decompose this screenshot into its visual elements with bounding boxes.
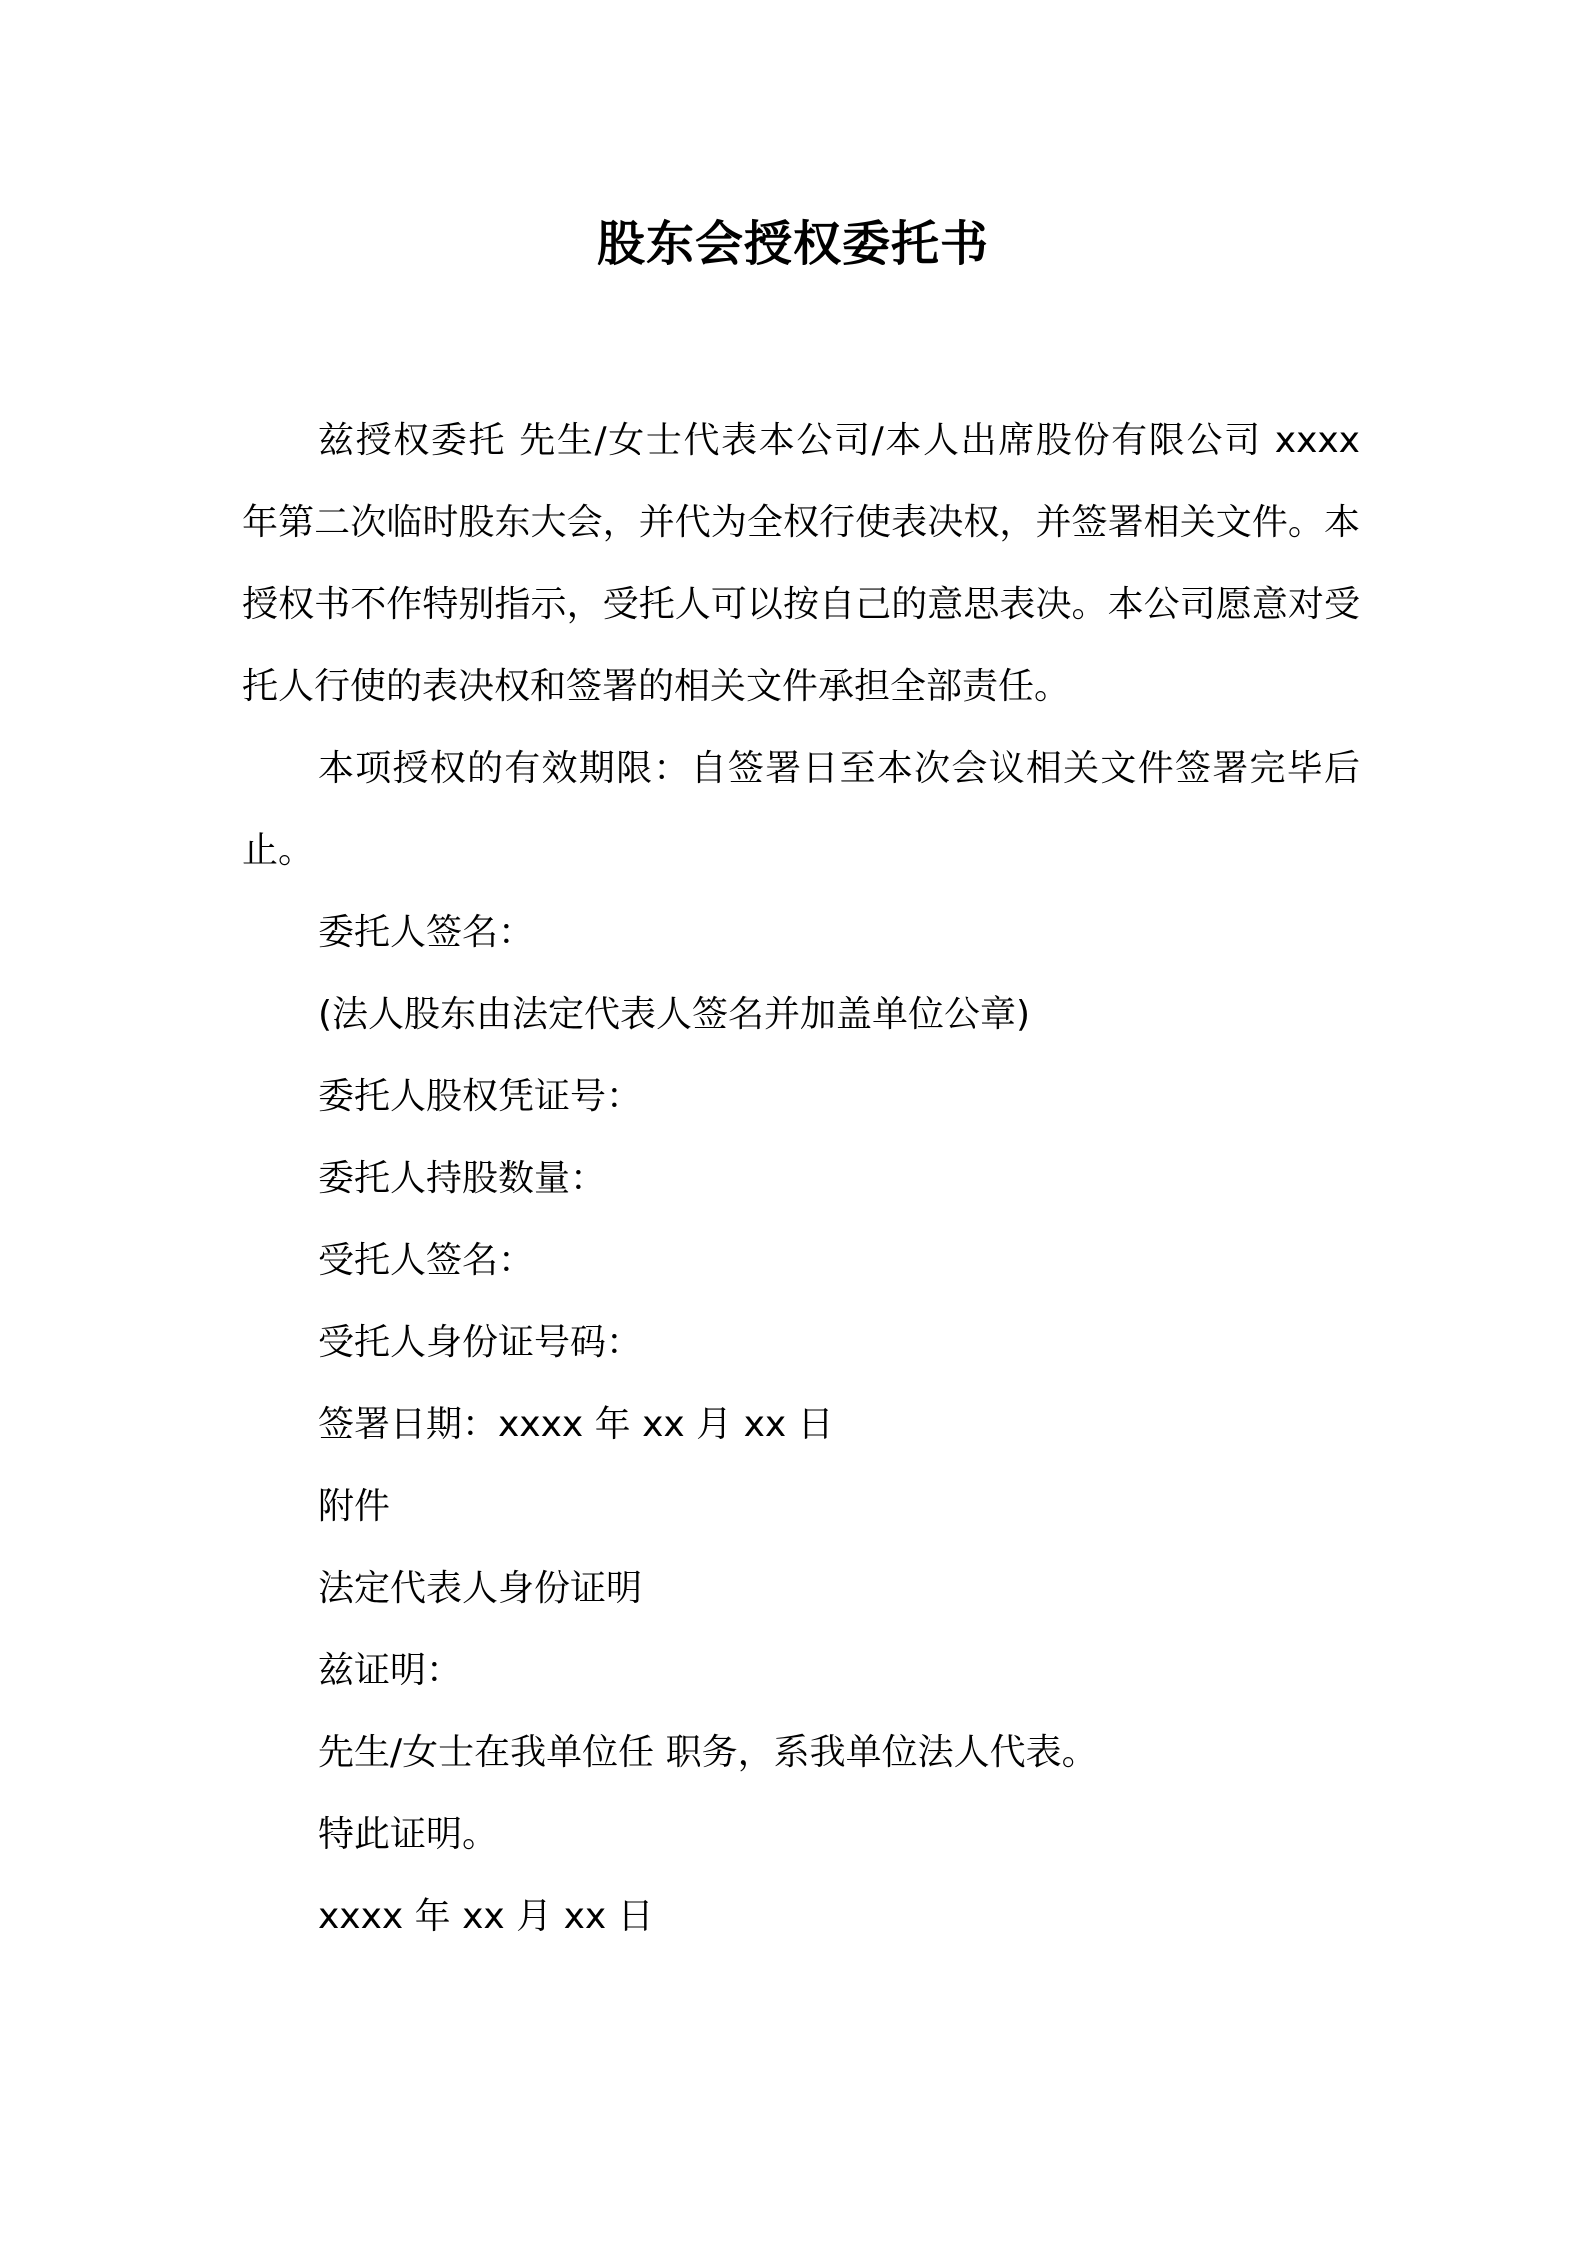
document-title: 股东会授权委托书: [596, 216, 989, 272]
shareholding-line: 委托人持股数量：: [318, 1158, 607, 1199]
agent-signature-line: 受托人签名：: [318, 1240, 535, 1281]
corporate-seal-note: (法人股东由法定代表人签名并加盖单位公章): [318, 994, 1031, 1035]
certification-heading: 兹证明：: [318, 1650, 463, 1691]
certification-date: xxxx 年 xx 月 xx 日: [318, 1896, 654, 1937]
certification-text: 先生/女士在我单位任 职务，系我单位法人代表。: [318, 1732, 1098, 1773]
document-body: [242, 400, 1360, 1958]
signing-date-line: 签署日期：xxxx 年 xx 月 xx 日: [318, 1404, 834, 1445]
equity-certificate-line: 委托人股权凭证号：: [318, 1076, 643, 1117]
attachment-heading: 附件: [318, 1486, 391, 1527]
certification-closing: 特此证明。: [318, 1814, 499, 1855]
principal-signature-line: 委托人签名：: [318, 912, 535, 953]
agent-id-line: 受托人身份证号码：: [318, 1322, 643, 1363]
authorization-paragraph: 兹授权委托 先生/女士代表本公司/本人出席股份有限公司 xxxx 年第二次临时股东大会，并代为全权行使表决权，并签署相关文件。本授权书不作特别指示，受托人可以按自己的意思表决。本公司愿意对受托人行使的表决权和签署的相关文件承担全部责任。: [242, 420, 1360, 707]
attachment-title: 法定代表人身份证明: [318, 1568, 643, 1609]
validity-paragraph: 本项授权的有效期限：自签署日至本次会议相关文件签署完毕后止。: [242, 748, 1360, 871]
